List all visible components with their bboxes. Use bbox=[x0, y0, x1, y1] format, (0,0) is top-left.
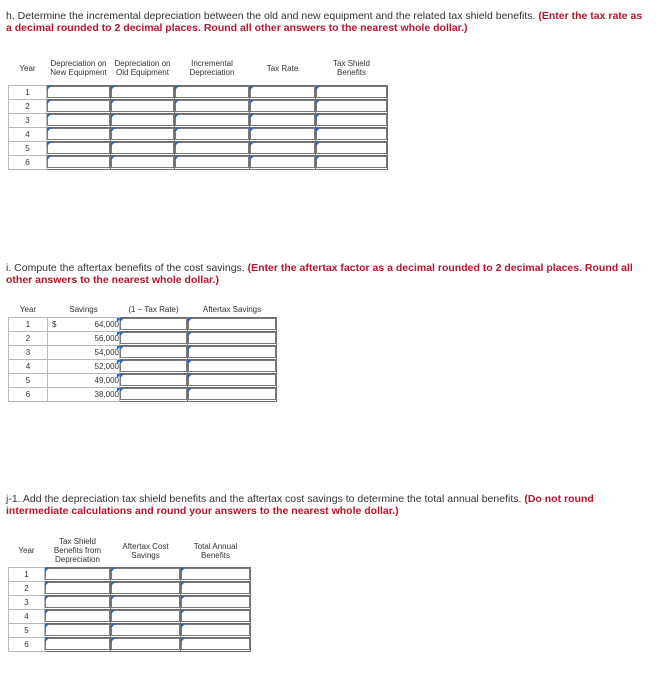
tax-shield-input[interactable] bbox=[316, 127, 388, 141]
table-row bbox=[9, 99, 388, 113]
tax-rate-input-field[interactable] bbox=[250, 156, 315, 168]
aftertax-cost-savings-input[interactable] bbox=[111, 623, 181, 637]
aftertax-savings-input-field[interactable] bbox=[188, 332, 276, 344]
incremental-depreciation-input[interactable] bbox=[175, 85, 250, 99]
header-aftertax-savings: Aftertax Savings bbox=[202, 304, 262, 314]
depreciation-new-input-field[interactable] bbox=[47, 156, 110, 168]
total-annual-benefits-input[interactable] bbox=[181, 567, 251, 581]
header-year: Year bbox=[19, 63, 36, 73]
depreciation-old-input[interactable] bbox=[111, 141, 175, 155]
aftertax-savings-input[interactable] bbox=[188, 345, 277, 359]
section-j1-text: j-1. Add the depreciation tax shield benefits and the aftertax cost savings to determine the total annual benefits. bbox=[6, 493, 522, 505]
aftertax-cost-savings-input[interactable] bbox=[111, 581, 181, 595]
depreciation-old-input-field[interactable] bbox=[111, 128, 174, 140]
table-row bbox=[9, 127, 388, 141]
section-i-instructions bbox=[6, 262, 646, 286]
year-cell: 3 bbox=[9, 113, 47, 127]
aftertax-savings-input-field[interactable] bbox=[188, 374, 276, 386]
aftertax-cost-savings-input-field[interactable] bbox=[111, 596, 180, 608]
incremental-depreciation-input[interactable] bbox=[175, 155, 250, 169]
aftertax-cost-savings-input-field[interactable] bbox=[111, 638, 180, 650]
depreciation-old-input-field[interactable] bbox=[111, 142, 174, 154]
total-annual-benefits-input-field[interactable] bbox=[181, 596, 250, 608]
table-row bbox=[9, 345, 277, 359]
tax-shield-input[interactable] bbox=[316, 113, 388, 127]
header-one-minus-tax-rate: (1 − Tax Rate) bbox=[128, 304, 179, 314]
header-depreciation-old: Depreciation on Old Equipment bbox=[114, 59, 171, 78]
year-cell: 6 bbox=[9, 155, 47, 169]
tax-shield-input-field[interactable] bbox=[316, 142, 387, 154]
total-annual-benefits-input[interactable] bbox=[181, 609, 251, 623]
total-annual-benefits-input[interactable] bbox=[181, 581, 251, 595]
incremental-depreciation-input-field[interactable] bbox=[175, 100, 249, 112]
tax-shield-input-field[interactable] bbox=[316, 100, 387, 112]
tax-shield-input-field[interactable] bbox=[316, 86, 387, 98]
aftertax-cost-savings-input-field[interactable] bbox=[111, 582, 180, 594]
year-cell: 6 bbox=[9, 387, 48, 401]
tax-rate-input[interactable] bbox=[250, 155, 316, 169]
savings-cell bbox=[48, 345, 120, 359]
table-h bbox=[8, 52, 388, 170]
tax-shield-from-depreciation-input-field[interactable] bbox=[45, 596, 110, 608]
depreciation-old-input[interactable] bbox=[111, 113, 175, 127]
tax-shield-from-depreciation-input[interactable] bbox=[45, 595, 111, 609]
section-h-requirement: (Enter the tax rate as a decimal rounded to 2 decimal places. Round all other answers to the nearest whole dollar.) bbox=[6, 10, 643, 34]
tax-shield-from-depreciation-input-field[interactable] bbox=[45, 638, 110, 650]
aftertax-savings-input[interactable] bbox=[188, 373, 277, 387]
aftertax-cost-savings-input-field[interactable] bbox=[111, 568, 180, 580]
tax-shield-from-depreciation-input[interactable] bbox=[45, 623, 111, 637]
one-minus-tax-rate-input-field[interactable] bbox=[120, 346, 187, 358]
table-row bbox=[9, 317, 277, 331]
depreciation-new-input-field[interactable] bbox=[47, 100, 110, 112]
savings-cell bbox=[48, 373, 120, 387]
one-minus-tax-rate-input[interactable] bbox=[120, 359, 188, 373]
table-row bbox=[9, 141, 388, 155]
year-cell: 5 bbox=[9, 623, 45, 637]
table-row bbox=[9, 567, 251, 581]
tax-shield-from-depreciation-input-field[interactable] bbox=[45, 582, 110, 594]
tax-rate-input-field[interactable] bbox=[250, 128, 315, 140]
depreciation-old-input[interactable] bbox=[111, 85, 175, 99]
year-cell: 5 bbox=[9, 373, 48, 387]
aftertax-cost-savings-input[interactable] bbox=[111, 595, 181, 609]
header-tax-shield-from-depreciation: Tax Shield Benefits from Depreciation bbox=[53, 537, 102, 565]
incremental-depreciation-input-field[interactable] bbox=[175, 142, 249, 154]
savings-value: 52,000 bbox=[94, 361, 119, 371]
savings-value: 49,000 bbox=[94, 375, 119, 385]
savings-cell bbox=[48, 331, 120, 345]
one-minus-tax-rate-input[interactable] bbox=[120, 345, 188, 359]
tax-shield-input-field[interactable] bbox=[316, 114, 387, 126]
tax-shield-input[interactable] bbox=[316, 85, 388, 99]
total-annual-benefits-input[interactable] bbox=[181, 623, 251, 637]
one-minus-tax-rate-input-field[interactable] bbox=[120, 388, 187, 400]
incremental-depreciation-input[interactable] bbox=[175, 127, 250, 141]
year-cell: 2 bbox=[9, 99, 47, 113]
section-i-requirement: (Enter the aftertax factor as a decimal rounded to 2 decimal places. Round all other answers to the nearest whole dollar.) bbox=[6, 262, 633, 286]
year-cell: 1 bbox=[9, 317, 48, 331]
total-annual-benefits-input[interactable] bbox=[181, 595, 251, 609]
one-minus-tax-rate-input-field[interactable] bbox=[120, 374, 187, 386]
tax-shield-from-depreciation-input[interactable] bbox=[45, 609, 111, 623]
tax-rate-input[interactable] bbox=[250, 99, 316, 113]
total-annual-benefits-input-field[interactable] bbox=[181, 638, 250, 650]
header-incremental-depreciation: Incremental Depreciation bbox=[189, 59, 235, 78]
tax-shield-from-depreciation-input-field[interactable] bbox=[45, 610, 110, 622]
depreciation-old-input-field[interactable] bbox=[111, 100, 174, 112]
incremental-depreciation-input[interactable] bbox=[175, 99, 250, 113]
table-row bbox=[9, 581, 251, 595]
depreciation-new-input-field[interactable] bbox=[47, 128, 110, 140]
year-cell: 4 bbox=[9, 359, 48, 373]
incremental-depreciation-input-field[interactable] bbox=[175, 128, 249, 140]
table-row bbox=[9, 331, 277, 345]
incremental-depreciation-input[interactable] bbox=[175, 141, 250, 155]
aftertax-cost-savings-input-field[interactable] bbox=[111, 610, 180, 622]
savings-cell bbox=[48, 317, 120, 331]
one-minus-tax-rate-input-field[interactable] bbox=[120, 332, 187, 344]
year-cell: 3 bbox=[9, 345, 48, 359]
depreciation-new-input[interactable] bbox=[47, 85, 111, 99]
year-cell: 2 bbox=[9, 581, 45, 595]
tax-shield-input[interactable] bbox=[316, 99, 388, 113]
tax-shield-from-depreciation-input[interactable] bbox=[45, 637, 111, 651]
tax-shield-input-field[interactable] bbox=[316, 156, 387, 168]
aftertax-savings-input-field[interactable] bbox=[188, 388, 276, 400]
tax-shield-from-depreciation-input[interactable] bbox=[45, 581, 111, 595]
incremental-depreciation-input-field[interactable] bbox=[175, 86, 249, 98]
tax-shield-from-depreciation-input-field[interactable] bbox=[45, 568, 110, 580]
savings-cell bbox=[48, 359, 120, 373]
tax-shield-from-depreciation-input-field[interactable] bbox=[45, 624, 110, 636]
savings-value: 64,000 bbox=[94, 319, 119, 329]
depreciation-old-input-field[interactable] bbox=[111, 156, 174, 168]
year-cell: 4 bbox=[9, 127, 47, 141]
header-tax-shield-benefits: Tax Shield Benefits bbox=[333, 59, 370, 78]
table-row bbox=[9, 373, 277, 387]
one-minus-tax-rate-input[interactable] bbox=[120, 317, 188, 331]
table-row bbox=[9, 359, 277, 373]
aftertax-savings-input[interactable] bbox=[188, 317, 277, 331]
year-cell: 5 bbox=[9, 141, 47, 155]
aftertax-cost-savings-input[interactable] bbox=[111, 609, 181, 623]
section-h-instructions bbox=[6, 10, 646, 34]
section-j1-instructions bbox=[6, 493, 646, 517]
total-annual-benefits-input-field[interactable] bbox=[181, 610, 250, 622]
savings-value: 54,000 bbox=[94, 347, 119, 357]
table-row bbox=[9, 113, 388, 127]
year-cell: 4 bbox=[9, 609, 45, 623]
total-annual-benefits-input-field[interactable] bbox=[181, 582, 250, 594]
one-minus-tax-rate-input[interactable] bbox=[120, 331, 188, 345]
depreciation-old-input[interactable] bbox=[111, 127, 175, 141]
depreciation-new-input[interactable] bbox=[47, 127, 111, 141]
table-j1 bbox=[8, 535, 251, 652]
tax-shield-input[interactable] bbox=[316, 155, 388, 169]
one-minus-tax-rate-input-field[interactable] bbox=[120, 360, 187, 372]
aftertax-savings-input[interactable] bbox=[188, 387, 277, 401]
section-j1-requirement: (Do not round intermediate calculations and round your answers to the nearest whole dollar.) bbox=[6, 493, 594, 517]
dollar-sign: $ bbox=[52, 319, 57, 329]
total-annual-benefits-input-field[interactable] bbox=[181, 568, 250, 580]
depreciation-new-input[interactable] bbox=[47, 155, 111, 169]
section-i-text: i. Compute the aftertax benefits of the cost savings. bbox=[6, 262, 245, 274]
savings-value: 38,000 bbox=[94, 389, 119, 399]
year-cell: 3 bbox=[9, 595, 45, 609]
aftertax-cost-savings-input-field[interactable] bbox=[111, 624, 180, 636]
depreciation-new-input[interactable] bbox=[47, 141, 111, 155]
aftertax-cost-savings-input[interactable] bbox=[111, 637, 181, 651]
tax-rate-input[interactable] bbox=[250, 85, 316, 99]
tax-rate-input[interactable] bbox=[250, 141, 316, 155]
tax-rate-input-field[interactable] bbox=[250, 100, 315, 112]
year-cell: 1 bbox=[9, 85, 47, 99]
incremental-depreciation-input[interactable] bbox=[175, 113, 250, 127]
tax-rate-input[interactable] bbox=[250, 113, 316, 127]
header-year: Year bbox=[18, 546, 35, 556]
table-row bbox=[9, 637, 251, 651]
aftertax-savings-input[interactable] bbox=[188, 331, 277, 345]
one-minus-tax-rate-input[interactable] bbox=[120, 387, 188, 401]
depreciation-new-input-field[interactable] bbox=[47, 86, 110, 98]
table-row bbox=[9, 623, 251, 637]
table-row bbox=[9, 609, 251, 623]
aftertax-savings-input[interactable] bbox=[188, 359, 277, 373]
depreciation-new-input[interactable] bbox=[47, 113, 111, 127]
one-minus-tax-rate-input-field[interactable] bbox=[120, 318, 187, 330]
table-row bbox=[9, 595, 251, 609]
depreciation-old-input[interactable] bbox=[111, 155, 175, 169]
depreciation-old-input[interactable] bbox=[111, 99, 175, 113]
table-i bbox=[8, 302, 277, 402]
savings-value: 56,000 bbox=[94, 333, 119, 343]
savings-cell bbox=[48, 387, 120, 401]
tax-shield-input-field[interactable] bbox=[316, 128, 387, 140]
header-tax-rate: Tax Rate bbox=[266, 63, 299, 73]
aftertax-savings-input-field[interactable] bbox=[188, 318, 276, 330]
total-annual-benefits-input-field[interactable] bbox=[181, 624, 250, 636]
year-cell: 2 bbox=[9, 331, 48, 345]
tax-rate-input[interactable] bbox=[250, 127, 316, 141]
table-row bbox=[9, 155, 388, 169]
header-total-annual-benefits: Total Annual Benefits bbox=[193, 541, 238, 560]
table-row bbox=[9, 387, 277, 401]
depreciation-new-input-field[interactable] bbox=[47, 114, 110, 126]
year-cell: 1 bbox=[9, 567, 45, 581]
depreciation-new-input-field[interactable] bbox=[47, 142, 110, 154]
total-annual-benefits-input[interactable] bbox=[181, 637, 251, 651]
header-aftertax-cost-savings: Aftertax Cost Savings bbox=[122, 541, 169, 560]
depreciation-old-input-field[interactable] bbox=[111, 86, 174, 98]
aftertax-savings-input-field[interactable] bbox=[188, 360, 276, 372]
table-row bbox=[9, 85, 388, 99]
aftertax-cost-savings-input[interactable] bbox=[111, 567, 181, 581]
tax-rate-input-field[interactable] bbox=[250, 114, 315, 126]
tax-shield-from-depreciation-input[interactable] bbox=[45, 567, 111, 581]
section-h-text: h. Determine the incremental depreciation between the old and new equipment and the related tax shield benefits. bbox=[6, 10, 536, 22]
depreciation-old-input-field[interactable] bbox=[111, 114, 174, 126]
depreciation-new-input[interactable] bbox=[47, 99, 111, 113]
tax-shield-input[interactable] bbox=[316, 141, 388, 155]
aftertax-savings-input-field[interactable] bbox=[188, 346, 276, 358]
header-year: Year bbox=[19, 304, 37, 314]
incremental-depreciation-input-field[interactable] bbox=[175, 156, 249, 168]
tax-rate-input-field[interactable] bbox=[250, 142, 315, 154]
tax-rate-input-field[interactable] bbox=[250, 86, 315, 98]
one-minus-tax-rate-input[interactable] bbox=[120, 373, 188, 387]
header-savings: Savings bbox=[69, 304, 98, 314]
year-cell: 6 bbox=[9, 637, 45, 651]
incremental-depreciation-input-field[interactable] bbox=[175, 114, 249, 126]
header-depreciation-new: Depreciation on New Equipment bbox=[50, 59, 107, 78]
